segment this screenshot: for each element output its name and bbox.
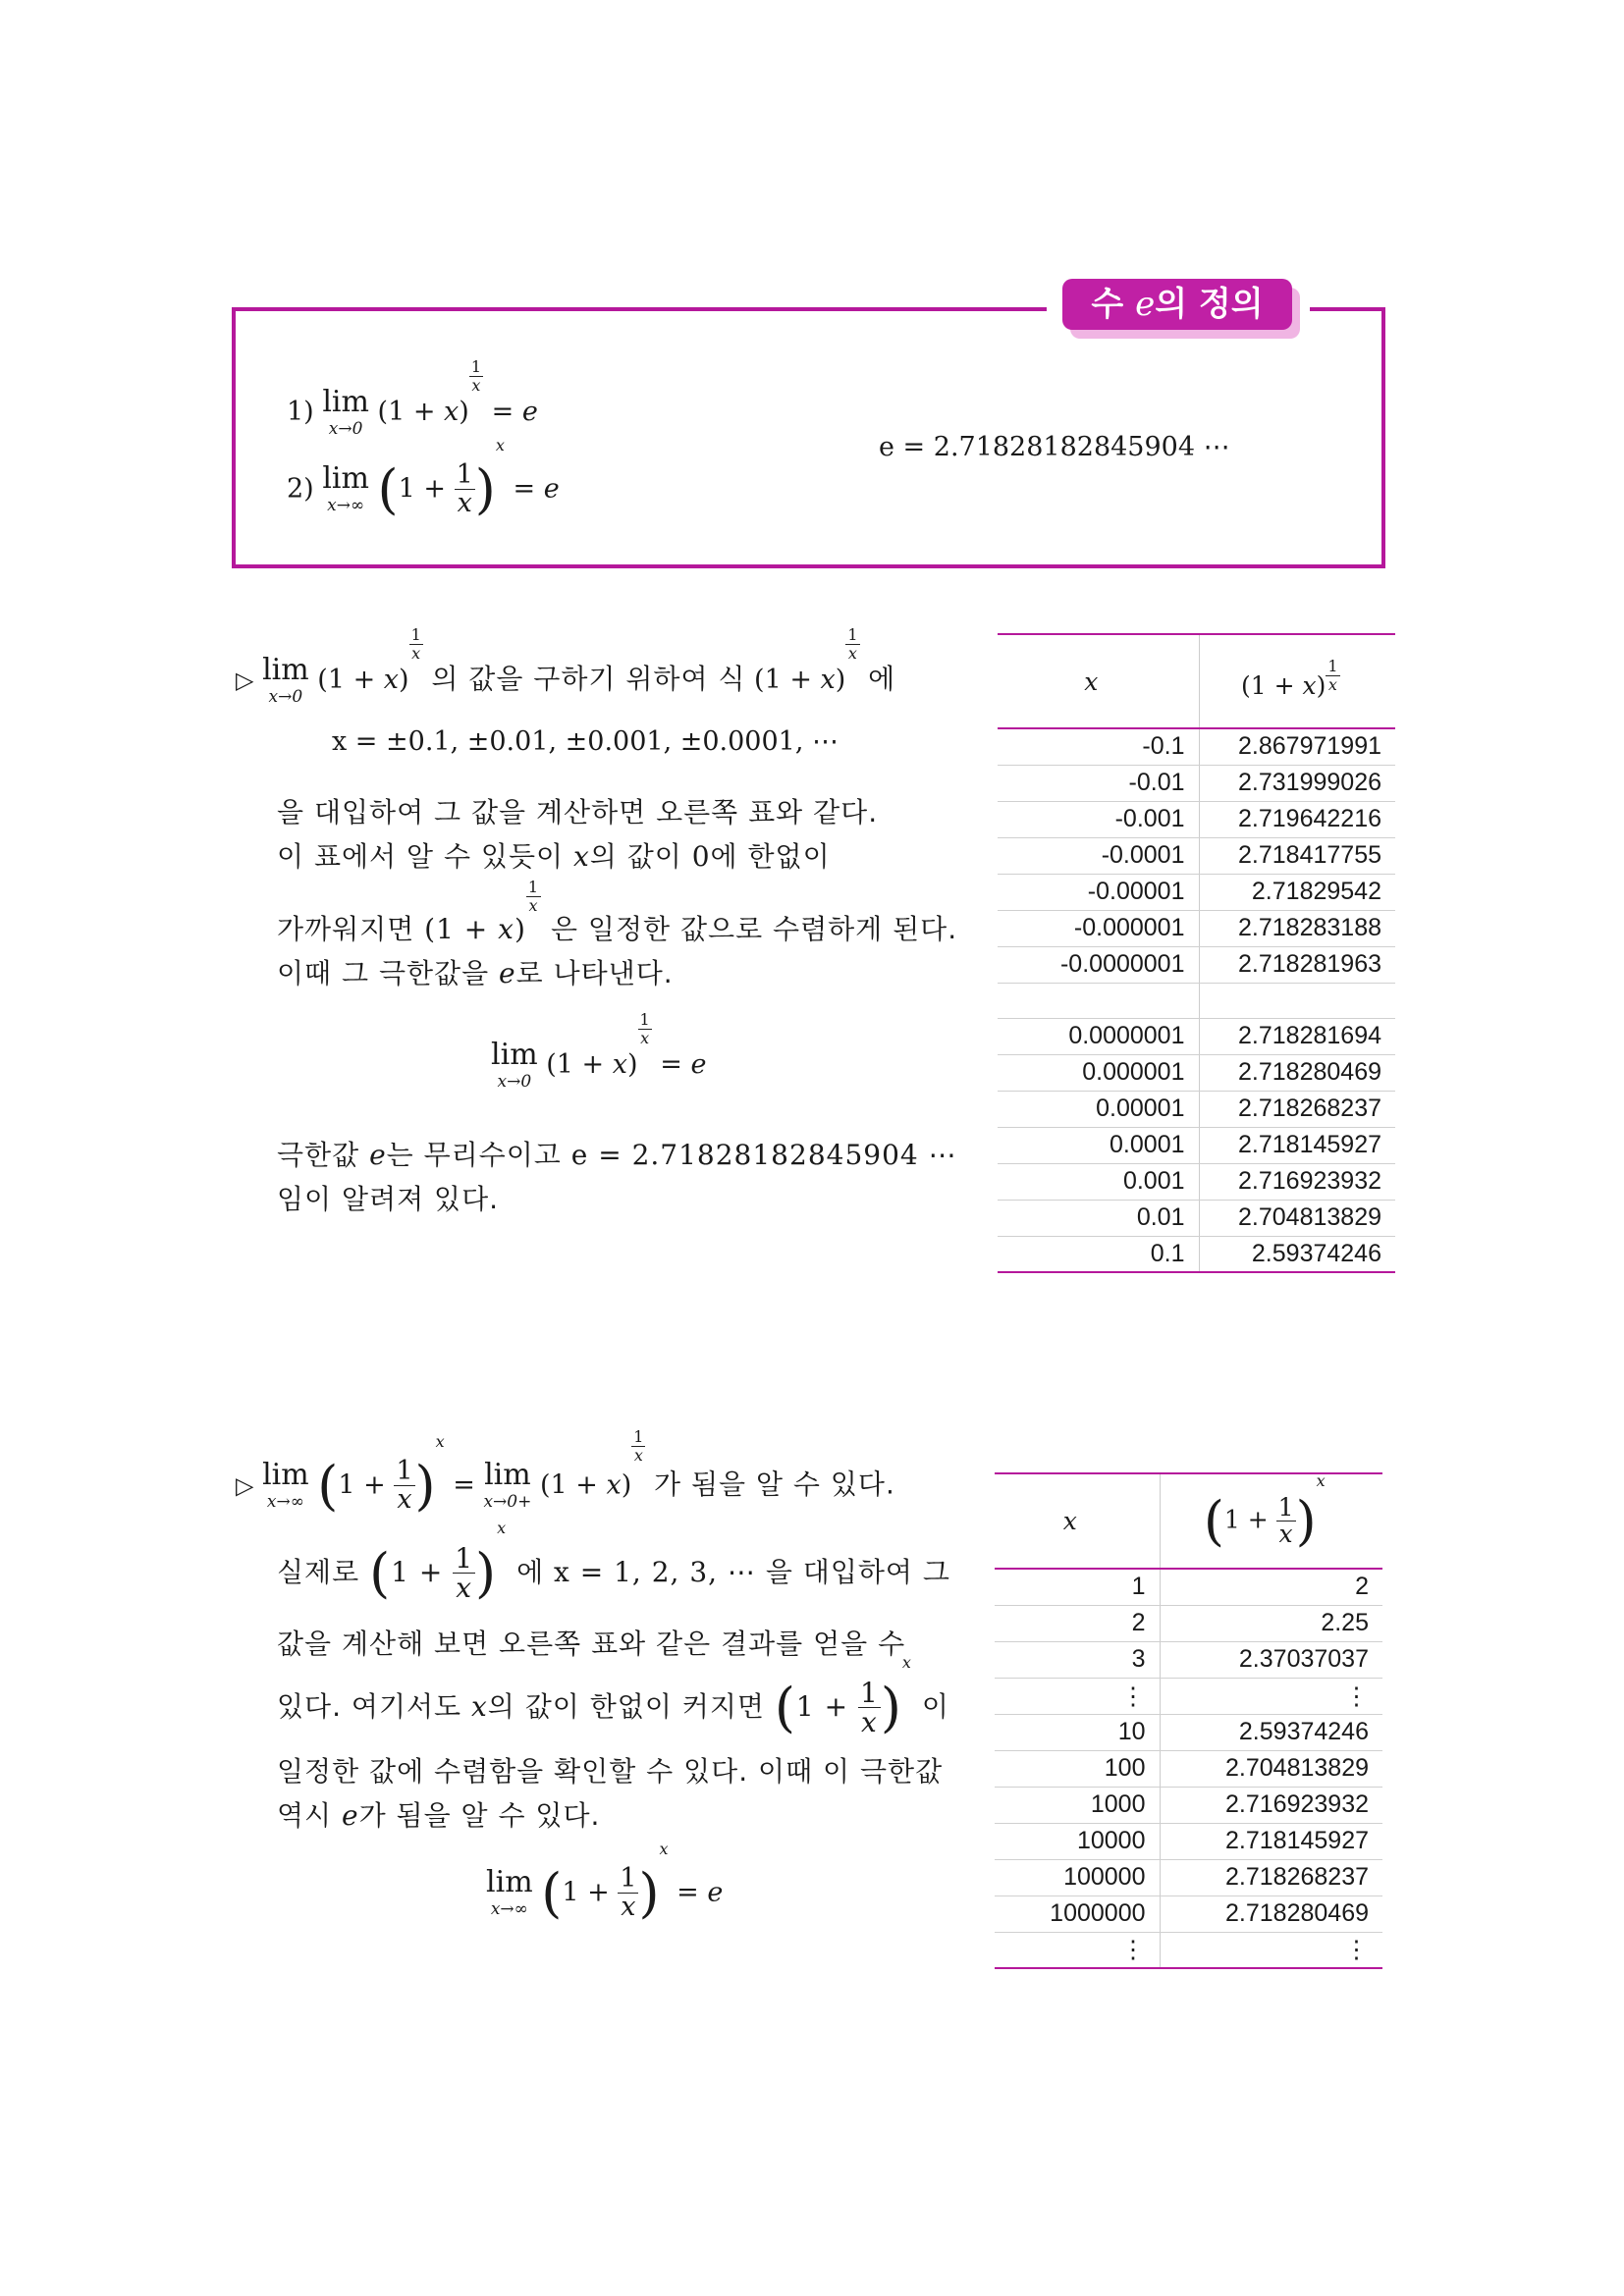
cell-value: 2.704813829: [1160, 1750, 1382, 1787]
cell-value: 2.25: [1160, 1605, 1382, 1641]
cell-value: 2.704813829: [1199, 1200, 1395, 1236]
e-value: e = 2.71828182845904 ⋯: [879, 432, 1230, 462]
table-row: [995, 1750, 1382, 1787]
table-row: [998, 1127, 1395, 1163]
definition-badge: [1062, 279, 1292, 330]
table-row: [995, 1932, 1382, 1968]
s1-line1-text: 의 값을 구하기 위하여 식: [431, 663, 746, 695]
cell-x: 0.00001: [998, 1091, 1199, 1127]
cell-value: ⋮: [1160, 1678, 1382, 1714]
cell-value: 2.71829542: [1199, 874, 1395, 910]
cell-value: 2.867971991: [1199, 728, 1395, 765]
cell-x: 0.000001: [998, 1054, 1199, 1091]
s1-p3-a: 가까워지면: [277, 913, 415, 945]
cell-x: -0.000001: [998, 910, 1199, 946]
s2-p5-b: 가 됨을 알 수 있다.: [358, 1799, 601, 1832]
cell-value: 2.718281963: [1199, 946, 1395, 983]
cell-x: -0.1: [998, 728, 1199, 765]
section1-line1: ▷ lim x→0 (1 + x) $\frac{1}{x}$ 의 값을 구하기 위하여 식 (1 + x) $\frac{1}{x}$ 에: [236, 625, 896, 707]
s1-p5-a: 극한값: [277, 1139, 360, 1171]
cell-value: 2.718268237: [1199, 1091, 1395, 1127]
table-row: [998, 946, 1395, 983]
definition-item-2: 2) lim x→∞ (1 + $\frac{1}{x}$ )x = e: [287, 436, 560, 520]
s1-p5-c: e = 2.71828182845904 ⋯: [570, 1139, 957, 1171]
s2-p3-a: 있다. 여기서도: [277, 1689, 462, 1723]
table2-header-x: x: [1062, 1507, 1077, 1535]
s1-p3-b: 은 일정한 값으로 수렴하게 된다.: [550, 913, 958, 945]
s2-p5-a: 역시: [277, 1799, 333, 1832]
cell-value: 2.718417755: [1199, 837, 1395, 874]
table-row: [998, 1054, 1395, 1091]
table1-header-x: x: [1084, 667, 1099, 696]
s1-p1: 을 대입하여 그 값을 계산하면 오른쪽 표와 같다.: [277, 796, 879, 828]
badge-var: e: [1135, 285, 1156, 324]
s1-p5: 극한값 e는 무리수이고 e = 2.71828182845904 ⋯: [277, 1139, 957, 1171]
table-row: [998, 874, 1395, 910]
cell-x: -0.01: [998, 765, 1199, 801]
cell-x: ⋮: [995, 1932, 1160, 1968]
table2: [995, 1470, 1382, 1969]
table2-header-expr: (1 + $\frac{1}{x}$ )x: [1160, 1474, 1382, 1569]
s1-line1-end: 에: [868, 663, 896, 695]
cell-value: 2.718145927: [1199, 1127, 1395, 1163]
cell-value: 2.731999026: [1199, 765, 1395, 801]
cell-x: 0.001: [998, 1163, 1199, 1200]
s2-p3: 있다. 여기서도 x의 값이 한없이 커지면 (1 + $\frac{1}{x}$ )x 이: [277, 1653, 949, 1739]
cell-x: ⋮: [995, 1678, 1160, 1714]
table-row: [995, 1823, 1382, 1859]
section2-line1: ▷ lim x→∞ (1 + $\frac{1}{x}$ )x = lim x→0+ (1 + x) $\frac{1}{x}$ 가 됨을 알 수 있다.: [236, 1427, 895, 1517]
s2-p4: 일정한 값에 수렴함을 확인할 수 있다. 이때 이 극한값: [277, 1755, 944, 1788]
cell-x: 2: [995, 1605, 1160, 1641]
s2-p5: 역시 e가 됨을 알 수 있다.: [277, 1799, 601, 1832]
s2-p1-b: 에: [516, 1555, 545, 1588]
s1-x-values: x = ±0.1, ±0.01, ±0.001, ±0.0001, ⋯: [332, 726, 839, 757]
cell-value: ⋮: [1160, 1932, 1382, 1968]
cell-x: 100000: [995, 1859, 1160, 1896]
s1-p2-a: 이 표에서 알 수 있듯이: [277, 840, 565, 873]
s2-p1-d: 을 대입하여 그: [765, 1555, 950, 1588]
cell-value: 2.718281694: [1199, 1018, 1395, 1054]
table-gap-row: [998, 983, 1395, 1018]
table-row: [998, 1200, 1395, 1236]
s1-p6: 임이 알려져 있다.: [277, 1183, 500, 1215]
table-row: [998, 910, 1395, 946]
cell-x: 10000: [995, 1823, 1160, 1859]
triangle-icon: ▷: [236, 1471, 254, 1500]
s2-p2: 값을 계산해 보면 오른쪽 표와 같은 결과를 얻을 수: [277, 1628, 906, 1660]
cell-x: 0.01: [998, 1200, 1199, 1236]
table-row: [995, 1641, 1382, 1678]
cell-x: [998, 983, 1199, 1018]
table1-header-expr: (1 + x) $\frac{1}{x}$: [1199, 635, 1395, 728]
cell-x: -0.0001: [998, 837, 1199, 874]
cell-value: 2.719642216: [1199, 801, 1395, 837]
cell-value: 2.718280469: [1199, 1054, 1395, 1091]
table-row: [998, 1236, 1395, 1272]
s2-p3-b: 의 값이 한없이 커지면: [487, 1689, 765, 1723]
cell-x: 1000: [995, 1787, 1160, 1823]
cell-x: 100: [995, 1750, 1160, 1787]
s1-p4: 이때 그 극한값을 e로 나타낸다.: [277, 957, 674, 989]
s1-p4-a: 이때 그 극한값을: [277, 957, 490, 989]
cell-value: 2.37037037: [1160, 1641, 1382, 1678]
s1-p2-c: 에 한없이: [710, 840, 831, 873]
table-row: [998, 1163, 1395, 1200]
cell-x: 1: [995, 1569, 1160, 1605]
cell-x: -0.001: [998, 801, 1199, 837]
triangle-icon: ▷: [236, 667, 254, 694]
table-row: [995, 1714, 1382, 1750]
table-row: [998, 765, 1395, 801]
table-row: [995, 1605, 1382, 1641]
s1-p4-b: 로 나타낸다.: [515, 957, 674, 989]
s2-p1-c: x = 1, 2, 3, ⋯: [554, 1555, 756, 1588]
s1-limit-formula: lim x→0 (1 + x) $\frac{1}{x}$ = e: [491, 1010, 707, 1092]
table-row: [995, 1678, 1382, 1714]
s1-p5-b: 는 무리수이고: [386, 1139, 562, 1171]
table-row: [998, 837, 1395, 874]
cell-value: 2.716923932: [1199, 1163, 1395, 1200]
item1-label: 1): [287, 397, 314, 427]
cell-x: 0.0001: [998, 1127, 1199, 1163]
cell-value: 2.718283188: [1199, 910, 1395, 946]
s2-limit-formula: lim x→∞ (1 + $\frac{1}{x}$ )x = e: [486, 1840, 724, 1924]
cell-x: 0.0000001: [998, 1018, 1199, 1054]
cell-x: 3: [995, 1641, 1160, 1678]
cell-x: -0.00001: [998, 874, 1199, 910]
table-row: [995, 1859, 1382, 1896]
cell-x: 0.1: [998, 1236, 1199, 1272]
table-row: [998, 1018, 1395, 1054]
badge-pre: 수: [1091, 285, 1136, 324]
cell-x: 10: [995, 1714, 1160, 1750]
cell-value: 2.718145927: [1160, 1823, 1382, 1859]
table-row: [995, 1569, 1382, 1605]
item2-label: 2): [287, 473, 314, 505]
cell-x: 1000000: [995, 1896, 1160, 1932]
table1: [998, 635, 1395, 1273]
s1-p2-b: 의 값이: [589, 840, 682, 873]
s1-p2: 이 표에서 알 수 있듯이 x의 값이 0에 한없이: [277, 840, 831, 873]
cell-value: 2.59374246: [1199, 1236, 1395, 1272]
cell-value: 2.718280469: [1160, 1896, 1382, 1932]
s2-p1-a: 실제로: [277, 1555, 360, 1588]
s2-p3-c: 이: [921, 1689, 949, 1723]
cell-value: 2.716923932: [1160, 1787, 1382, 1823]
table-row: [995, 1787, 1382, 1823]
cell-value: 2.718268237: [1160, 1859, 1382, 1896]
table-row: [998, 728, 1395, 765]
table-row: [995, 1896, 1382, 1932]
s1-p3: 가까워지면 (1 + x) $\frac{1}{x}$ 은 일정한 값으로 수렴하게 된다.: [277, 878, 958, 945]
definition-item-1: 1) lim x→0 (1 + x) $\frac{1}{x}$ = e: [287, 357, 538, 439]
badge-post: 의 정의: [1155, 285, 1264, 324]
cell-x: -0.0000001: [998, 946, 1199, 983]
cell-value: [1199, 983, 1395, 1018]
table-row: [998, 1091, 1395, 1127]
s2-line1-end: 가 됨을 알 수 있다.: [654, 1468, 895, 1501]
s2-p1: 실제로 (1 + $\frac{1}{x}$ )x 에 x = 1, 2, 3, ⋯ 을 대입하여 그: [277, 1519, 950, 1605]
cell-value: 2.59374246: [1160, 1714, 1382, 1750]
table-row: [998, 801, 1395, 837]
cell-value: 2: [1160, 1569, 1382, 1605]
